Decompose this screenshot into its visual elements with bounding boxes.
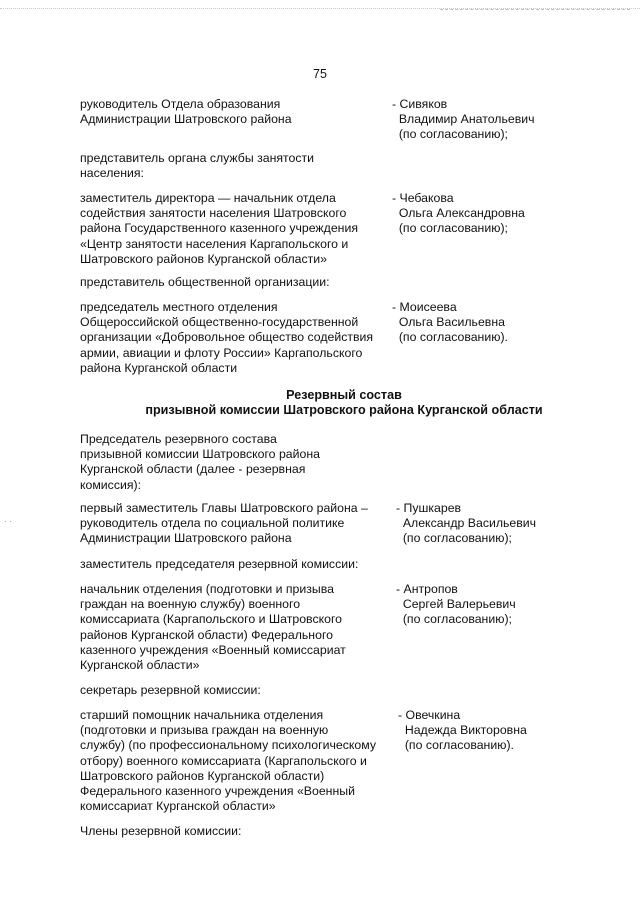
position-text: начальник отделения (подготовки и призыва граждан на военную службу) военного комиссариата (Каргапольского и Шатровского районов Курганской области) Федерального казенного учреждения «Военный комиссариат Курганской области» [80,582,346,673]
member-name: - Чебакова Ольга Александровна (по согласованию); [392,191,525,236]
member-name: - Антропов Сергей Валерьевич (по согласованию); [396,582,516,627]
scan-artifact-top-right [440,9,630,12]
category-label: представитель общественной организации: [80,275,330,289]
position-text: заместитель директора — начальник отдела содействия занятости населения Шатровского района Государственного казенного учреждения «Центр занятости населения Каргапольского и Шатровского районов Курганской области» [80,191,358,266]
position-text: старший помощник начальника отделения (подготовки и призыва граждан на военную службу) (по профессиональному психологическому отбору) военного комиссариата (Каргапольского и Шатровского районов Курганской области) Федерального казенного учреждения «Военный комиссариат Курганской области» [80,708,376,814]
scan-artifact-margin: ·· [4,516,14,526]
section-heading-line1: Резервный состав [286,388,402,402]
category-label: Председатель резервного состава призывной комиссии Шатровского района Курганской области (далее - резервная комиссия): [80,432,320,492]
position-text: председатель местного отделения Общероссийской общественно-государственной организации «Добровольное общество содействия армии, авиации и флоту России» Каргапольского района Курганской области [80,300,374,375]
section-heading-line2: призывной комиссии Шатровского района Курганской области [145,403,543,417]
position-text: руководитель Отдела образования Администрации Шатровского района [80,97,292,127]
position-text: первый заместитель Главы Шатровского района – руководитель отдела по социальной политике Администрации Шатровского района [80,501,368,546]
category-label: представитель органа службы занятости населения: [80,151,315,181]
category-label: секретарь резервной комиссии: [80,683,261,697]
member-name: - Овечкина Надежда Викторовна (по согласованию). [398,708,527,753]
page-number: 75 [313,67,327,81]
member-name: - Моисеева Ольга Васильевна (по согласованию). [392,300,508,345]
member-name: - Сивяков Владимир Анатольевич (по согласованию); [392,97,535,142]
category-label: Члены резервной комиссии: [80,824,242,838]
member-name: - Пушкарев Александр Васильевич (по согласованию); [396,501,537,546]
category-label: заместитель председателя резервной комиссии: [80,557,359,571]
